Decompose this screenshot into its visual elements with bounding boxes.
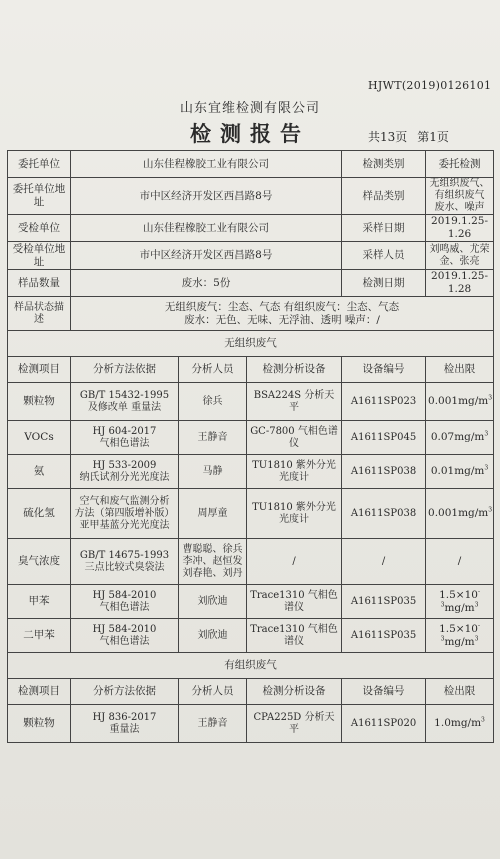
test-date-label: 检测日期 — [342, 270, 426, 297]
limit-cell: $0.001mg/m^3$ — [426, 383, 494, 421]
sampling-date-value: 2019.1.25-1.26 — [426, 215, 494, 242]
equipment-cell: BSA224S 分析天平 — [247, 383, 342, 421]
method-cell: 空气和废气监测分析 方法（第四版增补版） 亚甲基蓝分光光度法 — [71, 489, 179, 539]
device-no-cell: A1611SP038 — [342, 489, 426, 539]
device-no-cell: A1611SP045 — [342, 421, 426, 455]
header-row-unorganized — [8, 357, 494, 383]
section-unorganized: 无组织废气 — [8, 331, 494, 357]
sample-state-line2: 废水：无色、无味、无浮油、透明 噪声：/ — [184, 313, 380, 326]
equipment-cell: Trace1310 气相色谱仪 — [247, 619, 342, 653]
item-cell: 臭气浓度 — [8, 539, 71, 585]
equipment-cell: Trace1310 气相色谱仪 — [247, 585, 342, 619]
table-row — [8, 619, 494, 653]
device-no-cell: / — [342, 539, 426, 585]
method-cell: HJ 584-2010 气相色谱法 — [71, 619, 179, 653]
sample-type-line2: 废水、噪声 — [434, 202, 485, 213]
equipment-cell: GC-7800 气相色谱仪 — [247, 421, 342, 455]
equipment-cell: CPA225D 分析天平 — [247, 705, 342, 743]
header-row-organized — [8, 679, 494, 705]
table-row — [8, 585, 494, 619]
sample-qty-value: 废水：5份 — [71, 270, 342, 297]
page-number: 第1页 — [417, 130, 449, 144]
test-type-value: 委托检测 — [426, 151, 494, 178]
sampling-date-label: 采样日期 — [342, 215, 426, 242]
total-pages: 共13页 — [368, 130, 408, 144]
header-item: 检测项目 — [8, 679, 71, 705]
unorganized-rows — [8, 383, 494, 653]
item-cell: 颗粒物 — [8, 705, 71, 743]
analyst-cell: 王静音 — [179, 421, 247, 455]
sample-qty-label: 样品数量 — [8, 270, 71, 297]
limit-cell: $1.5\times 10^{-3}mg/m^3$ — [426, 585, 494, 619]
header-analyst: 分析人员 — [179, 679, 247, 705]
limit-cell: $0.07mg/m^3$ — [426, 421, 494, 455]
header-limit: 检出限 — [426, 357, 494, 383]
inspected-value: 山东佳程橡胶工业有限公司 — [71, 215, 342, 242]
table-row — [8, 383, 494, 421]
limit-cell: $0.01mg/m^3$ — [426, 455, 494, 489]
device-no-cell: A1611SP035 — [342, 585, 426, 619]
method-cell: GB/T 15432-1995 及修改单 重量法 — [71, 383, 179, 421]
method-cell: HJ 836-2017 重量法 — [71, 705, 179, 743]
sample-state-label: 样品状态描述 — [8, 297, 71, 331]
sample-state-value — [71, 297, 494, 331]
item-cell: 硫化氢 — [8, 489, 71, 539]
device-no-cell: A1611SP020 — [342, 705, 426, 743]
header-equipment: 检测分析设备 — [247, 679, 342, 705]
organized-rows — [8, 705, 494, 743]
item-cell: 甲苯 — [8, 585, 71, 619]
report-table — [7, 150, 494, 743]
equipment-cell: TU1810 紫外分光光度计 — [247, 455, 342, 489]
equipment-cell: TU1810 紫外分光光度计 — [247, 489, 342, 539]
limit-cell: / — [426, 539, 494, 585]
header-analyst: 分析人员 — [179, 357, 247, 383]
sample-state-line1: 无组织废气：尘态、气态 有组织废气：尘态、气态 — [164, 300, 400, 313]
header-device-no: 设备编号 — [342, 679, 426, 705]
section-organized: 有组织废气 — [8, 653, 494, 679]
method-cell: GB/T 14675-1993 三点比较式臭袋法 — [71, 539, 179, 585]
limit-cell: $1.0mg/m^3$ — [426, 705, 494, 743]
company-name: 山东宜维检测有限公司 — [179, 101, 320, 116]
limit-cell: $1.5\times 10^{-3}mg/m^3$ — [426, 619, 494, 653]
client-address-label: 委托单位地址 — [8, 178, 71, 215]
item-cell: VOCs — [8, 421, 71, 455]
table-row — [8, 489, 494, 539]
sample-type-value — [426, 178, 494, 215]
report-number: HJWT(2019)0126101 — [368, 79, 492, 92]
analyst-cell: 王静音 — [179, 705, 247, 743]
method-cell: HJ 584-2010 气相色谱法 — [71, 585, 179, 619]
analyst-cell: 刘欣迪 — [179, 585, 247, 619]
analyst-cell: 曹聪聪、徐兵 李冲、赵恒发 刘春艳、刘丹 — [179, 539, 247, 585]
test-date-value: 2019.1.25-1.28 — [426, 270, 494, 297]
analyst-cell: 刘欣迪 — [179, 619, 247, 653]
test-type-label: 检测类别 — [342, 151, 426, 178]
sampler-label: 采样人员 — [342, 242, 426, 270]
device-no-cell: A1611SP023 — [342, 383, 426, 421]
item-cell: 颗粒物 — [8, 383, 71, 421]
method-cell: HJ 604-2017 气相色谱法 — [71, 421, 179, 455]
equipment-cell: / — [247, 539, 342, 585]
item-cell: 二甲苯 — [8, 619, 71, 653]
inspected-address-label: 受检单位地址 — [8, 242, 71, 270]
header-device-no: 设备编号 — [342, 357, 426, 383]
table-row — [8, 539, 494, 585]
header-limit: 检出限 — [426, 679, 494, 705]
report-title: 检测报告 — [190, 121, 310, 146]
table-row — [8, 705, 494, 743]
client-value: 山东佳程橡胶工业有限公司 — [71, 151, 342, 178]
limit-cell: $0.001mg/m^3$ — [426, 489, 494, 539]
table-row — [8, 455, 494, 489]
method-cell: HJ 533-2009 纳氏试剂分光光度法 — [71, 455, 179, 489]
analyst-cell: 周厚童 — [179, 489, 247, 539]
sample-type-label: 样品类别 — [342, 178, 426, 215]
inspected-address-value: 市中区经济开发区西昌路8号 — [71, 242, 342, 270]
analyst-cell: 徐兵 — [179, 383, 247, 421]
header-equipment: 检测分析设备 — [247, 357, 342, 383]
analyst-cell: 马静 — [179, 455, 247, 489]
client-label: 委托单位 — [8, 151, 71, 178]
page-info — [368, 128, 459, 145]
table-row — [8, 421, 494, 455]
device-no-cell: A1611SP035 — [342, 619, 426, 653]
sample-type-line1: 无组织废气、有组织废气 — [429, 178, 490, 201]
inspected-label: 受检单位 — [8, 215, 71, 242]
device-no-cell: A1611SP038 — [342, 455, 426, 489]
header-item: 检测项目 — [8, 357, 71, 383]
item-cell: 氨 — [8, 455, 71, 489]
header-method: 分析方法依据 — [71, 679, 179, 705]
sampler-value: 刘鸣威、尤荣金、张亮 — [426, 242, 494, 270]
header-method: 分析方法依据 — [71, 357, 179, 383]
client-address-value: 市中区经济开发区西昌路8号 — [71, 178, 342, 215]
